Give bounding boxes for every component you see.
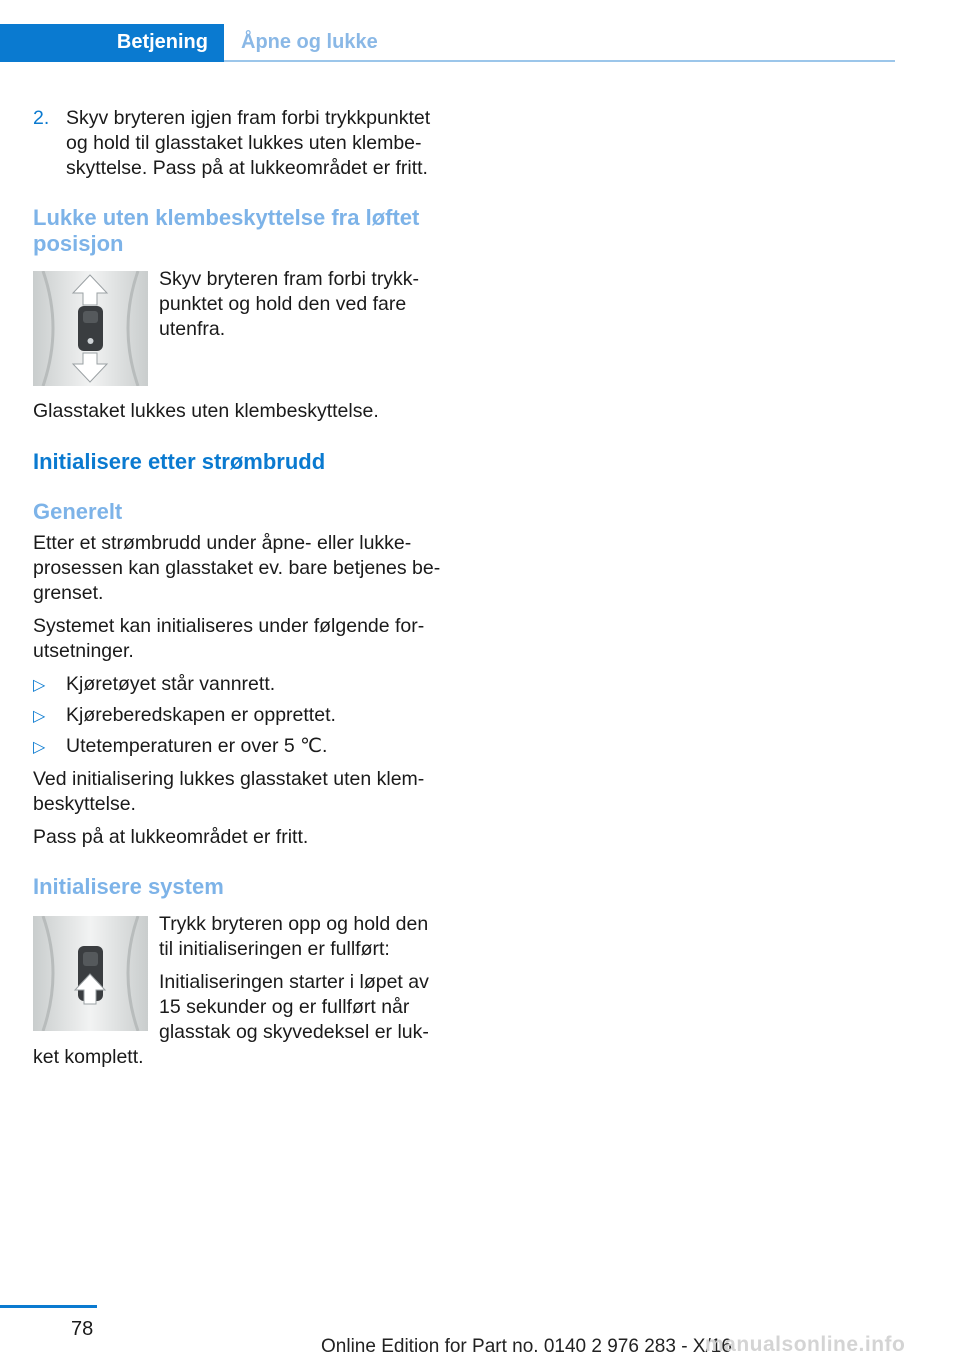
heading-close-without-protection (33, 205, 419, 257)
step-line: skyttelse. Pass på at lukkeområdet er fritt. (66, 157, 428, 179)
watermark: manualsonline.info (705, 1333, 906, 1356)
bullet-text: Kjøreberedskapen er opprettet. (66, 704, 336, 726)
paragraph-power-loss (33, 531, 451, 606)
text-line: Initialiseringen starter i løpet av (159, 971, 429, 993)
text-line: Skyv bryteren fram forbi trykk- (159, 268, 420, 290)
bullet-item (33, 703, 336, 728)
step-number: 2. (33, 107, 50, 129)
heading-initialize-after-power-loss: Initialisere etter strømbrudd (33, 449, 326, 474)
initialize-details-tail: ket komplett. (33, 1046, 144, 1068)
bullet-arrow-icon: ▷ (33, 739, 46, 756)
footer-rule (0, 1305, 97, 1308)
paragraph-conditions (33, 614, 451, 664)
paragraph-keep-clear: Pass på at lukkeområdet er fritt. (33, 826, 309, 848)
page-number: 78 (71, 1318, 94, 1340)
text-line: 15 sekunder og er fullført når (159, 996, 410, 1018)
heading-initialize-system: Initialisere system (33, 874, 224, 899)
text-line: Ved initialisering lukkes glasstaket uten klem- (33, 768, 425, 790)
chapter-tab[interactable] (0, 24, 224, 62)
step-2 (33, 106, 453, 181)
text-line: Etter et strømbrudd under åpne- eller lukke- (33, 532, 412, 554)
text-line: utenfra. (159, 318, 226, 340)
text-line: punktet og hold den ved fare (159, 293, 407, 315)
text-line: glasstak og skyvedeksel er luk- (159, 1021, 429, 1043)
initialize-details (159, 970, 451, 1045)
heading-line: posisjon (33, 231, 124, 256)
step-text (66, 106, 453, 181)
subheading-general: Generelt (33, 499, 123, 524)
text-line: grenset. (33, 582, 104, 604)
switch-up-illustration (33, 916, 148, 1031)
initialize-instruction (159, 912, 451, 962)
paragraph-initialization (33, 767, 451, 817)
edition-text: Online Edition for Part no. 0140 2 976 283 - X/16 (321, 1336, 732, 1357)
bullet-item (33, 672, 275, 697)
step-line: og hold til glasstaket lukkes uten klembe- (66, 132, 422, 154)
header-rule (224, 60, 895, 62)
text-line: Trykk bryteren opp og hold den (159, 913, 429, 935)
bullet-item (33, 734, 327, 759)
switch-forward-illustration (33, 271, 148, 386)
close-result: Glasstaket lukkes uten klembeskyttelse. (33, 400, 379, 422)
bullet-text: Utetemperaturen er over 5 ℃. (66, 735, 328, 757)
text-line: beskyttelse. (33, 793, 136, 815)
heading-line: Lukke uten klembeskyttelse fra løftet (33, 205, 420, 230)
close-instruction (159, 267, 451, 342)
text-line: utsetninger. (33, 640, 134, 662)
bullet-arrow-icon: ▷ (33, 677, 46, 694)
bullet-arrow-icon: ▷ (33, 708, 46, 725)
step-line: Skyv bryteren igjen fram forbi trykkpunktet (66, 107, 431, 129)
bullet-text: Kjøretøyet står vannrett. (66, 673, 276, 695)
text-line: til initialiseringen er fullført: (159, 938, 390, 960)
text-line: Systemet kan initialiseres under følgende for- (33, 615, 425, 637)
section-tab[interactable]: Åpne og lukke (241, 31, 378, 53)
text-line: prosessen kan glasstaket ev. bare betjenes be- (33, 557, 441, 579)
chapter-tab-label: Betjening (116, 31, 208, 53)
